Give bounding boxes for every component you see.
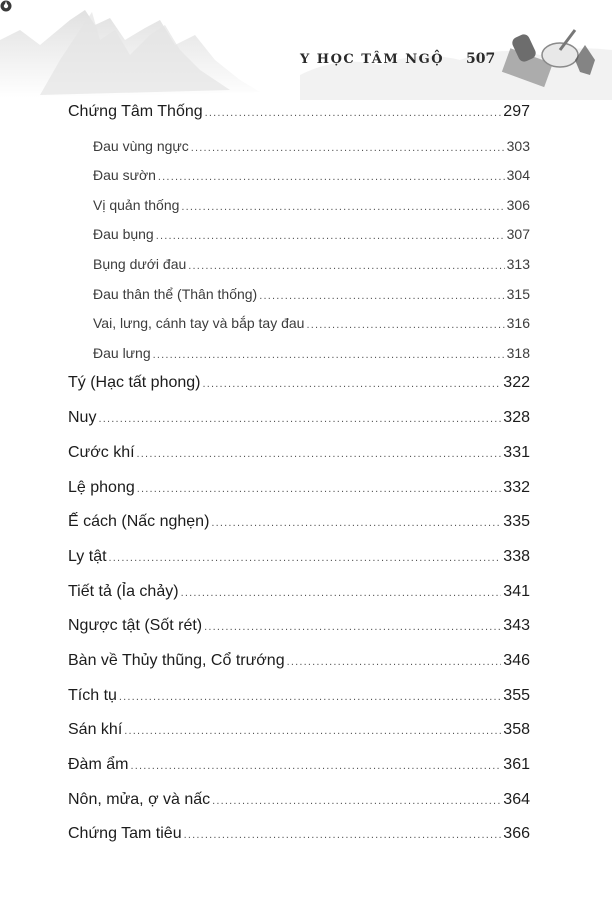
toc-entry[interactable] (68, 479, 530, 514)
toc-subentry[interactable] (68, 256, 530, 286)
toc-subentry[interactable] (68, 138, 530, 168)
toc-entry-page: 297 (503, 103, 530, 120)
toc-entry-title: Sán khí (68, 721, 123, 739)
toc-entry-title: Chứng Tâm Thống (68, 103, 203, 120)
dot-leader (124, 725, 501, 737)
toc-entry-title: Bàn về Thủy thũng, Cổ trướng (68, 651, 285, 669)
toc-entry-page: 346 (503, 651, 530, 669)
toc-entry-title: Tiết tả (Ỉa chảy) (68, 582, 179, 600)
toc-entry-title: Ế cách (Nấc nghẹn) (68, 513, 210, 531)
toc-entry-page: 364 (503, 790, 530, 808)
toc-entry-page: 322 (503, 374, 530, 392)
toc-subentry[interactable] (68, 345, 530, 375)
toc-entry-page: 313 (506, 256, 530, 273)
toc-entry-title: Nuy (68, 409, 97, 427)
toc-entry-title: Đau vùng ngực (93, 137, 189, 154)
toc-subentry[interactable] (68, 315, 530, 345)
toc-entry[interactable] (68, 444, 530, 479)
page-number: 507 (466, 51, 496, 67)
toc-entry[interactable] (68, 825, 530, 860)
toc-entry[interactable] (68, 617, 530, 652)
toc-entry-page: 331 (503, 443, 530, 461)
toc-entry-page: 304 (506, 167, 530, 184)
dot-leader (287, 656, 502, 668)
toc-entry-title: Tý (Hạc tất phong) (68, 374, 201, 392)
toc-entry-title: Bụng dưới đau (93, 256, 187, 273)
dot-leader (191, 142, 505, 154)
toc-entry-page: 341 (503, 582, 530, 600)
toc-entry-page: 358 (503, 721, 530, 739)
toc-entry-title: Tích tụ (68, 686, 117, 704)
table-of-contents (68, 103, 530, 860)
dot-leader (181, 201, 504, 213)
dot-leader (98, 413, 501, 425)
toc-entry-title: Đau lưng (93, 344, 151, 361)
toc-entry-page: 343 (503, 617, 530, 635)
toc-entry[interactable] (68, 583, 530, 618)
toc-entry-page: 335 (503, 513, 530, 531)
dot-leader (158, 171, 505, 183)
dot-leader (306, 319, 504, 331)
toc-entry-title: Đàm ẩm (68, 756, 129, 773)
page-header (0, 0, 612, 100)
toc-entry-page: 315 (506, 285, 530, 302)
dot-leader (119, 691, 501, 703)
toc-entry-page: 307 (506, 226, 530, 243)
toc-entry[interactable] (68, 103, 530, 138)
dot-leader (211, 517, 501, 529)
toc-subentry[interactable] (68, 167, 530, 197)
dot-leader (204, 621, 501, 633)
dot-leader (184, 829, 502, 841)
toc-entry-title: Cước khí (68, 443, 135, 461)
dot-leader (259, 290, 504, 302)
toc-entry[interactable] (68, 687, 530, 722)
toc-subentry[interactable] (68, 226, 530, 256)
toc-entry-title: Đau bụng (93, 226, 154, 243)
toc-entry-page: 366 (503, 825, 530, 843)
ink-wash-mountains-icon (0, 0, 612, 100)
toc-entry-page: 328 (503, 409, 530, 427)
toc-entry-page: 332 (503, 478, 530, 496)
toc-entry-page: 338 (503, 547, 530, 565)
toc-entry[interactable] (68, 756, 530, 791)
dot-leader (203, 378, 502, 390)
toc-entry[interactable] (68, 721, 530, 756)
toc-entry-title: Đau thân thể (Thân thống) (93, 285, 258, 302)
toc-entry[interactable] (68, 409, 530, 444)
toc-entry-page: 355 (503, 686, 530, 704)
dot-leader (188, 260, 504, 272)
dot-leader (156, 230, 505, 242)
flower-ornament-icon (0, 0, 12, 12)
dot-leader (205, 107, 502, 119)
toc-entry-title: Ly tật (68, 547, 107, 565)
toc-entry-page: 316 (506, 315, 530, 332)
toc-entry[interactable] (68, 513, 530, 548)
dot-leader (181, 587, 502, 599)
toc-entry[interactable] (68, 548, 530, 583)
toc-entry-page: 361 (503, 756, 530, 773)
toc-entry-title: Lệ phong (68, 478, 135, 496)
toc-subentry[interactable] (68, 197, 530, 227)
toc-entry-page: 318 (506, 344, 530, 361)
toc-entry-title: Chứng Tam tiêu (68, 825, 182, 843)
toc-entry-page: 303 (506, 137, 530, 154)
toc-entry-title: Vị quản thống (93, 196, 180, 213)
toc-entry[interactable] (68, 791, 530, 826)
toc-entry-title: Ngược tật (Sốt rét) (68, 617, 203, 635)
dot-leader (130, 760, 501, 772)
toc-entry[interactable] (68, 652, 530, 687)
running-title: Y HỌC TÂM NGỘ (300, 52, 445, 67)
dot-leader (153, 349, 505, 361)
toc-subentry[interactable] (68, 286, 530, 316)
toc-entry-title: Vai, lưng, cánh tay và bắp tay đau (93, 315, 305, 332)
dot-leader (109, 552, 502, 564)
toc-entry-title: Nôn, mửa, ợ và nấc (68, 790, 211, 808)
dot-leader (137, 448, 502, 460)
dot-leader (137, 483, 502, 495)
toc-entry-page: 306 (506, 196, 530, 213)
dot-leader (212, 795, 501, 807)
toc-entry[interactable] (68, 374, 530, 409)
toc-entry-title: Đau sườn (93, 167, 156, 184)
